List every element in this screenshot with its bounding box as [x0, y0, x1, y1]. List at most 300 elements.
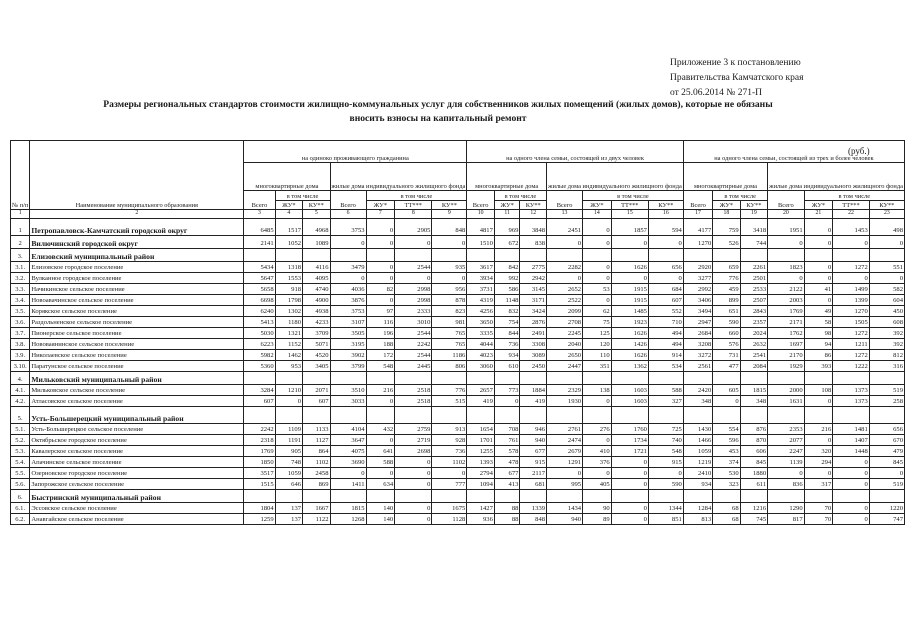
value-cell: 995: [547, 478, 583, 489]
value-cell: 62: [583, 305, 612, 316]
row-number: 6.: [11, 489, 30, 502]
value-cell: [740, 248, 768, 261]
value-cell: 0: [395, 513, 432, 524]
value-cell: 1148: [494, 294, 520, 305]
value-cell: 670: [869, 434, 904, 445]
value-cell: 1393: [467, 456, 495, 467]
table-row: [11, 395, 905, 406]
column-index-cell: 9: [432, 210, 467, 219]
value-cell: 2708: [547, 316, 583, 327]
value-cell: [547, 489, 583, 502]
value-cell: 656: [869, 423, 904, 434]
value-cell: [768, 248, 804, 261]
value-cell: [330, 248, 366, 261]
value-cell: [366, 489, 395, 502]
value-cell: 848: [432, 218, 467, 235]
value-cell: 776: [432, 384, 467, 395]
value-cell: 3753: [330, 218, 366, 235]
value-cell: 2522: [547, 294, 583, 305]
value-cell: [683, 489, 712, 502]
value-cell: 0: [869, 272, 904, 283]
value-cell: 3010: [395, 316, 432, 327]
header-apt-1: многоквартирные дома: [244, 163, 330, 191]
value-cell: [611, 248, 648, 261]
column-index-cell: 1: [11, 210, 30, 219]
row-name: Вилючинский городской округ: [30, 235, 244, 248]
value-cell: 477: [713, 360, 740, 371]
column-index-cell: 23: [869, 210, 904, 219]
value-cell: [833, 406, 869, 423]
header-ku: КУ**: [740, 201, 768, 210]
table-row: [11, 218, 905, 235]
value-cell: 552: [648, 305, 683, 316]
value-cell: 582: [869, 283, 904, 294]
value-cell: 0: [768, 467, 804, 478]
value-cell: 3848: [520, 218, 547, 235]
column-index-cell: 21: [804, 210, 833, 219]
value-cell: [366, 406, 395, 423]
value-cell: 90: [583, 502, 612, 513]
value-cell: [713, 406, 740, 423]
column-index-cell: 2: [30, 210, 244, 219]
header-ku: КУ**: [648, 201, 683, 210]
value-cell: 4817: [467, 218, 495, 235]
value-cell: 0: [713, 395, 740, 406]
value-cell: [833, 489, 869, 502]
value-cell: 3731: [467, 283, 495, 294]
value-cell: 498: [869, 218, 904, 235]
value-cell: 138: [583, 384, 612, 395]
value-cell: 2947: [683, 316, 712, 327]
value-cell: 2003: [768, 294, 804, 305]
value-cell: 1675: [432, 502, 467, 513]
value-cell: 1626: [611, 261, 648, 272]
value-cell: 0: [611, 272, 648, 283]
value-cell: 494: [648, 338, 683, 349]
value-cell: 0: [648, 467, 683, 478]
value-cell: 3033: [330, 395, 366, 406]
value-cell: 188: [366, 338, 395, 349]
value-cell: 1654: [467, 423, 495, 434]
value-cell: 2000: [768, 384, 804, 395]
value-cell: 813: [683, 513, 712, 524]
value-cell: [366, 248, 395, 261]
value-cell: 710: [648, 316, 683, 327]
column-index-cell: 10: [467, 210, 495, 219]
value-cell: 392: [869, 338, 904, 349]
value-cell: 2843: [740, 305, 768, 316]
header-num: № п/п: [11, 141, 30, 210]
row-name: Нововаянинское сельское поселение: [30, 338, 244, 349]
value-cell: 0: [432, 235, 467, 248]
value-cell: 2353: [768, 423, 804, 434]
value-cell: 940: [520, 434, 547, 445]
header-incl: в том числе: [275, 191, 330, 201]
table-row: [11, 384, 905, 395]
row-number: 4.2.: [11, 395, 30, 406]
value-cell: [768, 371, 804, 384]
table-row: [11, 513, 905, 524]
value-cell: 0: [366, 467, 395, 478]
value-cell: 2141: [244, 235, 275, 248]
annex-line-3: от 25.06.2014 № 271-П: [670, 88, 762, 98]
value-cell: 58: [804, 316, 833, 327]
value-cell: 1339: [520, 502, 547, 513]
value-cell: 5030: [244, 327, 275, 338]
header-ku: КУ**: [520, 201, 547, 210]
value-cell: 1951: [768, 218, 804, 235]
value-cell: 1815: [740, 384, 768, 395]
value-cell: 761: [494, 434, 520, 445]
value-cell: 1052: [275, 235, 302, 248]
value-cell: 1453: [833, 218, 869, 235]
value-cell: 0: [648, 272, 683, 283]
value-cell: 75: [583, 316, 612, 327]
value-cell: 1760: [611, 423, 648, 434]
column-index-cell: 16: [648, 210, 683, 219]
row-number: 3.: [11, 248, 30, 261]
value-cell: [583, 489, 612, 502]
value-cell: 754: [494, 316, 520, 327]
value-cell: [583, 248, 612, 261]
value-cell: [648, 248, 683, 261]
value-cell: 413: [494, 478, 520, 489]
value-cell: 2410: [683, 467, 712, 478]
value-cell: 1850: [244, 456, 275, 467]
value-cell: 2650: [547, 349, 583, 360]
value-cell: 842: [494, 261, 520, 272]
value-cell: 1626: [611, 349, 648, 360]
value-cell: 590: [648, 478, 683, 489]
row-number: 5.3.: [11, 445, 30, 456]
value-cell: 1362: [611, 360, 648, 371]
value-cell: 1270: [833, 305, 869, 316]
value-cell: 0: [804, 294, 833, 305]
column-index-cell: 14: [583, 210, 612, 219]
value-cell: 2357: [740, 316, 768, 327]
value-cell: 969: [494, 218, 520, 235]
value-cell: 940: [547, 513, 583, 524]
value-cell: 2541: [740, 349, 768, 360]
value-cell: 725: [648, 423, 683, 434]
value-cell: 2992: [683, 283, 712, 294]
column-index-cell: 15: [611, 210, 648, 219]
value-cell: 1915: [611, 294, 648, 305]
row-name: Октябрьское городское поселение: [30, 434, 244, 445]
value-cell: 1291: [547, 456, 583, 467]
value-cell: [467, 371, 495, 384]
value-cell: 88: [494, 502, 520, 513]
value-cell: 548: [648, 445, 683, 456]
column-index-cell: 20: [768, 210, 804, 219]
value-cell: 3479: [330, 261, 366, 272]
value-cell: 0: [395, 235, 432, 248]
value-cell: 5434: [244, 261, 275, 272]
value-cell: 744: [740, 235, 768, 248]
value-cell: [494, 406, 520, 423]
value-cell: 1427: [467, 502, 495, 513]
header-total: Всего: [244, 191, 275, 210]
value-cell: 70: [804, 513, 833, 524]
value-cell: 393: [804, 360, 833, 371]
value-cell: 0: [611, 513, 648, 524]
value-cell: [740, 489, 768, 502]
value-cell: 116: [366, 316, 395, 327]
value-cell: 6698: [244, 294, 275, 305]
value-cell: 934: [494, 349, 520, 360]
value-cell: 2794: [467, 467, 495, 478]
value-cell: 812: [869, 349, 904, 360]
header-ind-1: жилые дома индивидуального жилищного фонда: [330, 163, 467, 191]
value-cell: 1270: [683, 235, 712, 248]
value-cell: 2775: [520, 261, 547, 272]
value-cell: 748: [275, 456, 302, 467]
value-cell: 3799: [330, 360, 366, 371]
annex-line-1: Приложение 3 к постановлению: [670, 58, 801, 68]
value-cell: 659: [713, 261, 740, 272]
value-cell: [683, 406, 712, 423]
value-cell: 88: [494, 513, 520, 524]
value-cell: 1734: [611, 434, 648, 445]
value-cell: 1553: [275, 272, 302, 283]
value-cell: 6240: [244, 305, 275, 316]
value-cell: 1133: [303, 423, 330, 434]
value-cell: 590: [713, 316, 740, 327]
value-cell: [648, 489, 683, 502]
value-cell: 323: [713, 478, 740, 489]
value-cell: 870: [740, 434, 768, 445]
value-cell: 1180: [275, 316, 302, 327]
value-cell: 1603: [611, 395, 648, 406]
row-name: Начикинское сельское поселение: [30, 283, 244, 294]
value-cell: [366, 371, 395, 384]
value-cell: 2761: [547, 423, 583, 434]
value-cell: 0: [547, 467, 583, 478]
value-cell: 773: [494, 384, 520, 395]
value-cell: 2518: [395, 395, 432, 406]
value-cell: 1191: [275, 434, 302, 445]
value-cell: 108: [804, 384, 833, 395]
value-cell: 327: [648, 395, 683, 406]
value-cell: 1857: [611, 218, 648, 235]
value-cell: 1769: [244, 445, 275, 456]
value-cell: 0: [833, 513, 869, 524]
table-row: [11, 360, 905, 371]
value-cell: 1139: [768, 456, 804, 467]
header-name: Наименование муниципального образования: [30, 141, 244, 210]
value-cell: 981: [432, 316, 467, 327]
value-cell: 2445: [395, 360, 432, 371]
value-cell: 125: [583, 327, 612, 338]
value-cell: 320: [804, 445, 833, 456]
value-cell: 6223: [244, 338, 275, 349]
value-cell: 4036: [330, 283, 366, 294]
value-cell: 918: [275, 283, 302, 294]
column-index-cell: 5: [303, 210, 330, 219]
value-cell: 53: [583, 283, 612, 294]
value-cell: 86: [804, 349, 833, 360]
value-cell: 747: [869, 513, 904, 524]
value-cell: 953: [275, 360, 302, 371]
value-cell: 1448: [833, 445, 869, 456]
value-cell: 216: [366, 384, 395, 395]
value-cell: [432, 489, 467, 502]
table-row: [11, 502, 905, 513]
value-cell: 3418: [740, 218, 768, 235]
table-row: [11, 283, 905, 294]
value-cell: [520, 489, 547, 502]
value-cell: 4095: [303, 272, 330, 283]
value-cell: 845: [740, 456, 768, 467]
header-total: Всего: [467, 191, 495, 210]
value-cell: [740, 406, 768, 423]
row-number: 5.4.: [11, 456, 30, 467]
value-cell: 851: [648, 513, 683, 524]
value-cell: 0: [833, 502, 869, 513]
value-cell: 0: [804, 434, 833, 445]
title-line-2: вносить взносы на капитальный ремонт: [349, 113, 527, 124]
value-cell: 935: [432, 261, 467, 272]
value-cell: 4116: [303, 261, 330, 272]
table-row: [11, 294, 905, 305]
row-number: 1: [11, 218, 30, 235]
value-cell: [520, 406, 547, 423]
value-cell: 0: [583, 218, 612, 235]
header-zhu: ЖУ*: [275, 201, 302, 210]
value-cell: 956: [432, 283, 467, 294]
value-cell: 110: [583, 349, 612, 360]
value-cell: 2099: [547, 305, 583, 316]
value-cell: 608: [869, 316, 904, 327]
header-group-single: на одиноко проживающего гражданина: [244, 141, 467, 163]
value-cell: [713, 489, 740, 502]
value-cell: 1697: [768, 338, 804, 349]
value-cell: 2876: [520, 316, 547, 327]
row-name: Корякское сельское поселение: [30, 305, 244, 316]
value-cell: 3650: [467, 316, 495, 327]
value-cell: 2657: [467, 384, 495, 395]
value-cell: [432, 406, 467, 423]
value-cell: 3690: [330, 456, 366, 467]
value-cell: 2447: [547, 360, 583, 371]
column-index-cell: 8: [395, 210, 432, 219]
value-cell: 351: [583, 360, 612, 371]
table-row: [11, 316, 905, 327]
value-cell: 1517: [275, 218, 302, 235]
value-cell: 848: [520, 513, 547, 524]
table-row: [11, 456, 905, 467]
row-name: Кавалерское сельское поселение: [30, 445, 244, 456]
value-cell: 1211: [833, 338, 869, 349]
value-cell: 0: [494, 395, 520, 406]
value-cell: 1272: [833, 327, 869, 338]
value-cell: 2333: [395, 305, 432, 316]
row-name: Елизовское городское поселение: [30, 261, 244, 272]
value-cell: 453: [713, 445, 740, 456]
value-cell: 1102: [432, 456, 467, 467]
row-number: 3.4.: [11, 294, 30, 305]
value-cell: 519: [869, 478, 904, 489]
header-zhu: ЖУ*: [804, 201, 833, 210]
table-row: [11, 305, 905, 316]
value-cell: 2719: [395, 434, 432, 445]
value-cell: 1923: [611, 316, 648, 327]
value-cell: [494, 489, 520, 502]
value-cell: 0: [611, 235, 648, 248]
value-cell: 0: [804, 395, 833, 406]
value-cell: 2679: [547, 445, 583, 456]
value-cell: [768, 406, 804, 423]
value-cell: [740, 371, 768, 384]
value-cell: 1884: [520, 384, 547, 395]
value-cell: 3510: [330, 384, 366, 395]
value-cell: 4520: [303, 349, 330, 360]
value-cell: 2491: [520, 327, 547, 338]
value-cell: [547, 406, 583, 423]
row-number: 3.7.: [11, 327, 30, 338]
value-cell: 519: [869, 384, 904, 395]
header-total: Всего: [683, 191, 712, 210]
table-row: [11, 272, 905, 283]
header-incl: в том числе: [713, 191, 768, 201]
value-cell: 1109: [275, 423, 302, 434]
row-name: Эссовское сельское поселение: [30, 502, 244, 513]
value-cell: 0: [366, 218, 395, 235]
table-row: [11, 467, 905, 478]
row-number: 3.3.: [11, 283, 30, 294]
value-cell: 0: [804, 261, 833, 272]
value-cell: 1915: [611, 283, 648, 294]
value-cell: 2544: [395, 349, 432, 360]
value-cell: 0: [583, 395, 612, 406]
value-cell: 5982: [244, 349, 275, 360]
value-cell: [869, 248, 904, 261]
value-cell: 5413: [244, 316, 275, 327]
value-cell: 0: [804, 235, 833, 248]
value-cell: 660: [713, 327, 740, 338]
value-cell: 0: [583, 235, 612, 248]
value-cell: 677: [520, 445, 547, 456]
value-cell: 1272: [833, 349, 869, 360]
value-cell: 607: [303, 395, 330, 406]
value-cell: 946: [520, 423, 547, 434]
value-cell: 2247: [768, 445, 804, 456]
value-cell: 0: [833, 456, 869, 467]
value-cell: 97: [366, 305, 395, 316]
value-cell: 610: [494, 360, 520, 371]
value-cell: 2561: [683, 360, 712, 371]
value-cell: 606: [740, 445, 768, 456]
value-cell: 0: [583, 434, 612, 445]
value-cell: 0: [869, 467, 904, 478]
header-zhu: ЖУ*: [713, 201, 740, 210]
value-cell: [303, 371, 330, 384]
value-cell: 419: [520, 395, 547, 406]
table-row: [11, 349, 905, 360]
value-cell: [303, 406, 330, 423]
value-cell: 4319: [467, 294, 495, 305]
value-cell: 0: [366, 434, 395, 445]
value-cell: [713, 371, 740, 384]
value-cell: 1499: [833, 283, 869, 294]
value-cell: 0: [583, 467, 612, 478]
value-cell: [244, 248, 275, 261]
value-cell: 1290: [768, 502, 804, 513]
row-number: 5.: [11, 406, 30, 423]
value-cell: 806: [432, 360, 467, 371]
value-cell: 374: [713, 456, 740, 467]
value-cell: [683, 371, 712, 384]
